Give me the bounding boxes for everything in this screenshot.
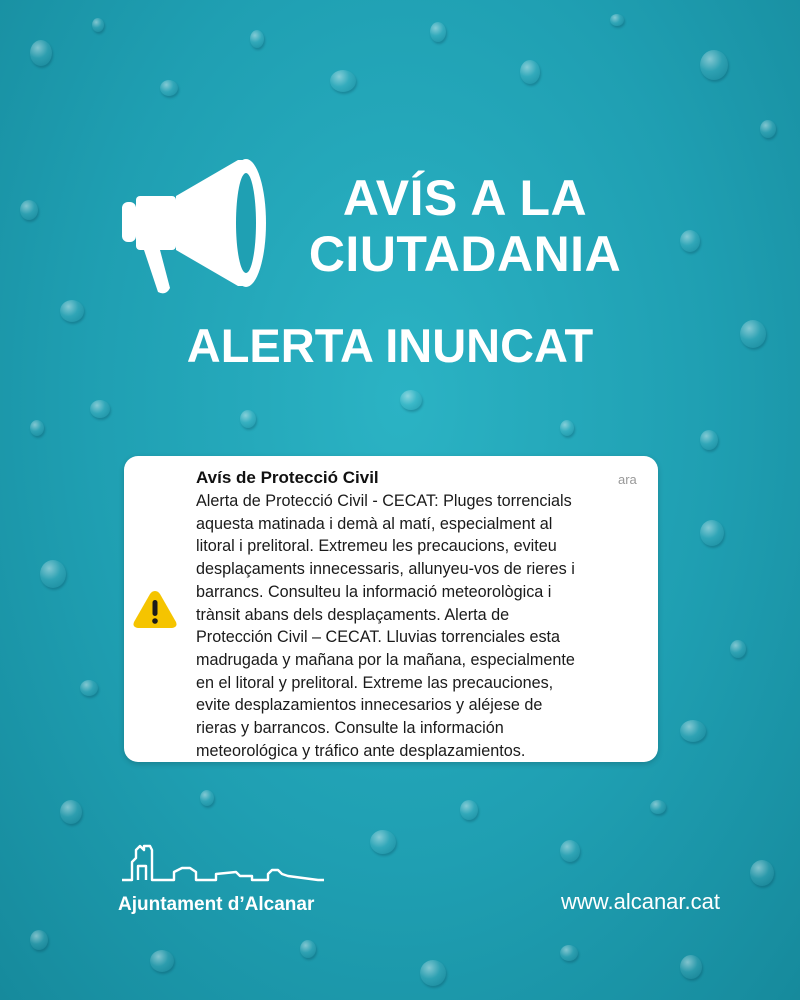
water-drop: [700, 520, 724, 546]
alert-subtitle: ALERTA INUNCAT: [186, 319, 594, 372]
water-drop: [150, 950, 174, 972]
water-drop: [30, 40, 52, 66]
water-drop: [750, 860, 774, 886]
organization-name: Ajuntament d’Alcanar: [118, 894, 315, 915]
water-drop: [80, 680, 98, 696]
water-drop: [680, 720, 706, 742]
water-drop: [92, 18, 104, 32]
water-drop: [700, 50, 728, 80]
notification-timestamp: ara: [618, 472, 637, 487]
warning-icon: [132, 588, 178, 630]
water-drop: [760, 120, 776, 138]
title-line-2: CIUTADANIA: [308, 226, 622, 282]
water-drop: [680, 955, 702, 979]
water-drop: [20, 200, 38, 220]
water-drop: [460, 800, 478, 820]
water-drop: [30, 420, 44, 436]
water-drop: [560, 945, 578, 961]
water-drop: [40, 560, 66, 588]
megaphone-icon: [118, 150, 278, 300]
water-drop: [610, 14, 624, 26]
town-skyline-icon: [118, 842, 328, 888]
water-drop: [250, 30, 264, 48]
page-title: [300, 170, 630, 282]
water-drop: [30, 930, 48, 950]
water-drop: [430, 22, 446, 42]
water-drop: [200, 790, 214, 806]
water-drop: [650, 800, 666, 814]
title-line-1: AVÍS A LA: [342, 170, 588, 226]
water-drop: [240, 410, 256, 428]
water-drop: [160, 80, 178, 96]
water-drop: [420, 960, 446, 986]
water-drop: [680, 230, 700, 252]
water-drop: [300, 940, 316, 958]
water-drop: [730, 640, 746, 658]
notification-body: Alerta de Protecció Civil - CECAT: Pluges torrencials aquesta matinada i demà al matí, especialment al litoral i prelitoral. Extremeu les precaucions, eviteu desplaçaments innecessaris, allunyeu-vos de rieres i barrancs. Consulteu la informació meteorològica i trànsit abans dels desplaçaments. Alerta de Protección Civil – CECAT. Lluvias torrenciales esta madrugada y mañana por la mañana, especialmente en el litoral y prelitoral. Extreme las precauciones, evite desplazamientos innecesarios y aléjese de rieras y barrancos. Consulte la información meteorológica y tráfico ante desplazamientos.: [196, 492, 575, 760]
water-drop: [560, 840, 580, 862]
water-drop: [90, 400, 110, 418]
water-drop: [330, 70, 356, 92]
water-drop: [520, 60, 540, 84]
website-link[interactable]: www.alcanar.cat: [561, 889, 720, 914]
water-drop: [560, 420, 574, 436]
water-drop: [400, 390, 422, 410]
water-drop: [370, 830, 396, 854]
notification-title: Avís de Protecció Civil: [196, 468, 379, 487]
water-drop: [60, 800, 82, 824]
water-drop: [700, 430, 718, 450]
